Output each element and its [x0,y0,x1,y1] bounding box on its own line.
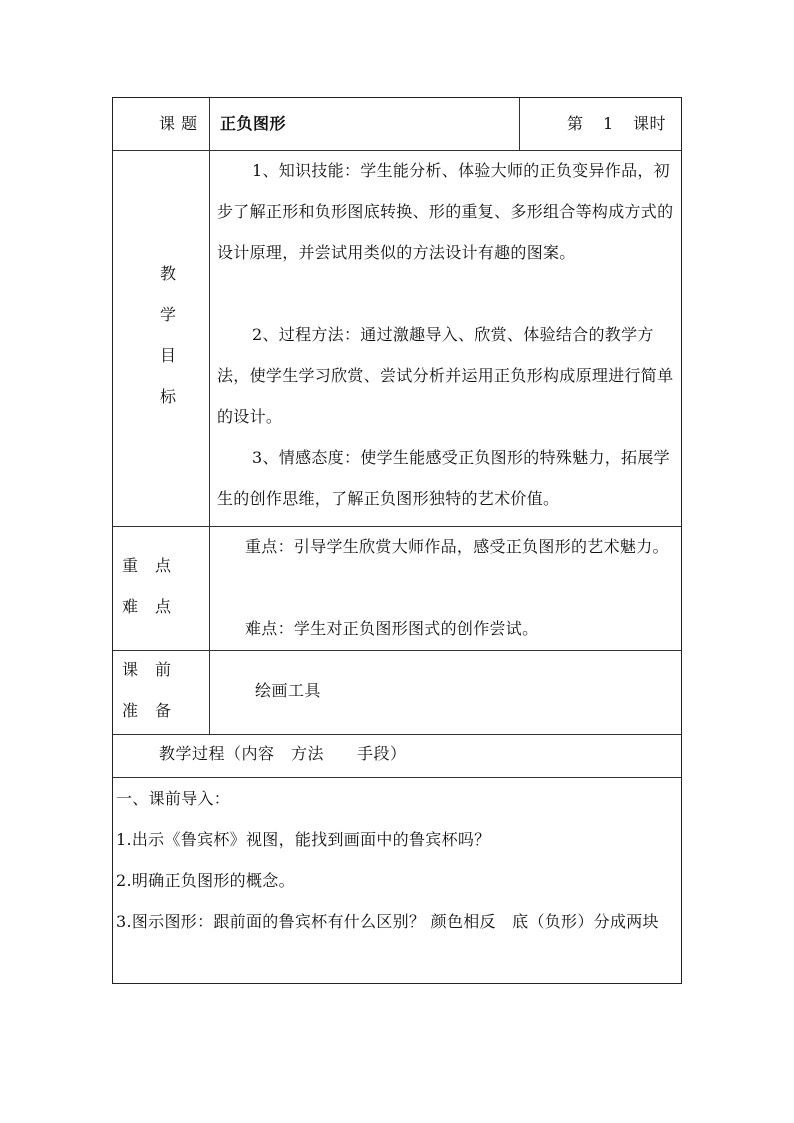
objective-attitude: 3、情感态度：使学生能感受正负图形的特殊魅力，拓展学生的创作思维，了解正负图形独特的艺术价值。 [217,448,670,508]
process-step-3: 3.图示图形：跟前面的鲁宾杯有什么区别？ 颜色相反 底（负形）分成两块 [116,912,659,931]
objectives-label-char-1: 教 [160,264,177,283]
process-heading: 教学过程（内容 方法 手段） [159,744,407,763]
key-point-text: 重点：引导学生欣赏大师作品，感受正负图形的艺术魅力。 [245,537,669,556]
lesson-plan-table [112,97,682,984]
subject-label: 课 题 [159,114,198,133]
objectives-label-char-2: 学 [160,305,177,324]
preparation-content: 绘画工具 [255,681,322,700]
row-divider-4 [113,734,681,735]
column-divider-1 [209,98,210,734]
lesson-number: 1 [603,114,614,133]
preparation-label-2: 准 备 [122,701,172,720]
key-points-label-2: 难 点 [122,597,172,616]
objective-knowledge: 1、知识技能：学生能分析、体验大师的正负变异作品，初步了解正形和负形图底转换、形的重复、多形组合等构成方式的设计原理，并尝试用类似的方法设计有趣的图案。 [217,161,674,262]
subject-title: 正负图形 [220,114,287,133]
lesson-suffix: 课时 [633,114,667,133]
process-step-2: 2.明确正负图形的概念。 [116,871,295,890]
objectives-label-char-4: 标 [160,387,177,406]
row-divider-3 [113,650,681,651]
process-section-intro: 一、课前导入： [116,789,231,808]
process-step-1: 1.出示《鲁宾杯》视图，能找到画面中的鲁宾杯吗？ [116,830,491,849]
difficulty-text: 难点：学生对正负图形图式的创作尝试。 [245,619,539,638]
objective-process: 2、过程方法：通过激趣导入、欣赏、体验结合的教学方法，使学生学习欣赏、尝试分析并运用正负形构成原理进行简单的设计。 [217,325,674,426]
lesson-prefix: 第 [567,114,584,133]
objectives-label-char-3: 目 [160,346,177,365]
preparation-label-1: 课 前 [122,660,172,679]
key-points-label-1: 重 点 [122,556,172,575]
column-divider-2 [519,98,520,150]
